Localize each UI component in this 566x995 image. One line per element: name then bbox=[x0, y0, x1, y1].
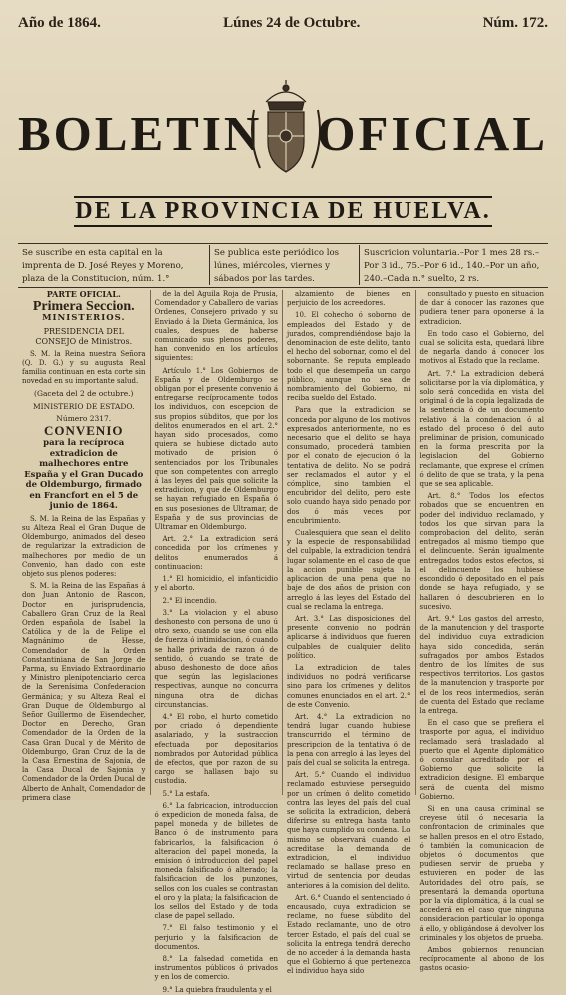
masthead-subtitle bbox=[8, 196, 558, 227]
paragraph: En el caso que se prefiera el trasporte por agua, el individuo reclamado será trasladado al puerto que el Agente diplomático ó consular acreditado por el Gobierno que solicite la extradicion designe. El embarque será de cuenta del mismo Gobierno. bbox=[419, 719, 544, 801]
royal-crest-icon bbox=[246, 80, 326, 180]
header-rule-top bbox=[18, 243, 548, 244]
paragraph: Artículo 1.° Los Gobiernos de España y de Oldemburgo se obligan por el presente convenio á entregarse recíprocamente todos los individuos, con escepcion de sus propios súbditos, que por los delitos enumerados en el art. 2.° hayan sido procesados, como quiera se hubiese dictado auto motivado de prision ó sentenciados por los Tribunales que son competentes con arreglo á las leyes del país que solicite la extradicion, y que de Oldemburgo se hayan refugiado en España ó en sus posesiones de Ultramar, de España y de sus provincias de Ultramar en Oldemburgo. bbox=[154, 366, 278, 532]
paragraph: Ambos gobiernos renuncian recíprocamente al abono de los gastos ocasio- bbox=[419, 946, 544, 973]
column-2 bbox=[151, 290, 284, 994]
paragraph: Art. 2.° La extradicion será concedida por los crímenes y delitos enumerados á continuacion: bbox=[154, 535, 278, 571]
paragraph: Art. 4.° La extradicion no tendrá lugar cuando hubiese transcurrido el término de prescripcion de la tentativa ó de la pena con arreglo á las leyes del país del cual se solicita la entrega. bbox=[287, 712, 411, 767]
document-number: Número 2317. bbox=[56, 413, 112, 423]
header-rule-bottom bbox=[18, 287, 548, 288]
publication-info bbox=[18, 245, 548, 285]
issue-year: Año de 1864. bbox=[18, 15, 101, 31]
list-item: 2.° El incendio. bbox=[162, 596, 217, 605]
list-item: 3.° La violacion y el abuso deshonesto con persona de uno ú otro sexo, cuando se use con ella de fuerza ó intimidacion, ó cuando se halle privada de razon ó de sentido, ó cuando se trate de abuso deshonesto de doce años que según las legislaciones respectivas, aunque no concurra ninguna otra de dichas circunstancias. bbox=[154, 608, 278, 709]
ministerios-heading: MINISTERIOS. bbox=[42, 313, 126, 324]
paragraph: Art. 9.° Los gastos del arresto, de la manutencion y del trasporte del individuo cuya extradicion haya sido concedida, serán sufragados por ambos Estados dentro de los límites de sus respectivos territorios. Los gastos de la manutencion y trasporte por el de los reos intermedios, serán de cuenta del Estado que reclame la entrega. bbox=[419, 614, 544, 715]
list-item: 1.° El homicidio, el infanticidio y el aborto. bbox=[154, 575, 278, 593]
province-name: DE LA PROVINCIA DE HUELVA. bbox=[74, 196, 491, 227]
paragraph: S. M. la Reina de las Españas y su Alteza Real el Gran Duque de Oldemburgo, animados del deseo de regularizar la extradicion de malhechores por medio de un Convenio, han dado con este objeto sus plenos poderes: bbox=[22, 514, 146, 578]
paragraph: S. M. la Reina nuestra Señora (Q. D. G.) y su augusta Real familia continuan en esta corte sin novedad en su importante salud. bbox=[22, 349, 146, 386]
list-item: 7.° El falso testimonio y el perjurio y la falsificacion de documentos. bbox=[154, 924, 278, 951]
paragraph: Art. 3.° Las disposiciones del presente convenio no podrán aplicarse á individuos que fueren culpables de cualquier delito político. bbox=[287, 614, 411, 660]
convenio-heading: CONVENIO bbox=[43, 423, 124, 439]
paragraph: 10. El cohecho ó soborno de empleados del Estado y de jurados, comprendiéndose bajo la denominacion de este delito, tanto el hecho del sobornar, como el del sobornante. Se reputa empleado todo el que desempeña un cargo público, aunque no sea de nombramiento del Gobierno, ni reciba sueldo del Estado. bbox=[287, 311, 411, 403]
paragraph: consultado y puesto en situacion de dar á conocer las razones que pudiera tener para oponerse á la extradicion. bbox=[419, 290, 544, 326]
list-item: 4.° El robo, el hurto cometido por criado ó dependiente asalariado, y la sustraccion efectuada por depositarios nombrados por Autoridad pública de efectos, que por razon de su cargo se hallasen bajo su custodia. bbox=[154, 712, 278, 786]
paragraph: Art. 6.° Cuando el sentenciado ó encausado, cuya extradicion se reclame, no fuese súbdito del Estado reclamante, uno de otro tercer Estado, el país del cual se solicita la entrega tendrá derecho de no acceder á la demanda hasta que el Gobierno á que pertenezca el individuo haya sido bbox=[287, 893, 411, 976]
info-price: Suscricion voluntaria.–Por 1 mes 28 rs.–Por 3 id., 75.–Por 6 id., 140.–Por un año, 240.–Cada n.° suelto, 2 rs. bbox=[364, 248, 540, 284]
info-publication-days: Se publica este periódico los lúnes, miércoles, viernes y sábados por las tardes. bbox=[210, 245, 360, 285]
ministerio-estado-heading: MINISTERIO DE ESTADO. bbox=[32, 401, 135, 411]
list-item: 6.° La fabricacion, introduccion ó expedicion de moneda falsa, de papel moneda y de billetes de Banco ó de instrumento para fabricarlos, la falsificacion ó alteracion del papel moneda, la emision ó introduccion del papel moneda falsificado ó alterado; la falsificacion de los punzones, sellos con los cuales se contrastan el oro y la plata; la falsificacion de los sellos del Estado y de toda clase de papel sellado. bbox=[154, 801, 278, 921]
paragraph: Cualesquiera que sean el delito y la especie de responsabilidad del culpable, la extradicion tendrá lugar solamente en el caso de que la accion punible sujeta la aplicacion de una pena que no baje de dos años de prision con arreglo á las leyes del Estado del cual se reclama la entrega. bbox=[287, 529, 411, 611]
column-1 bbox=[18, 289, 151, 802]
section-parte-oficial: PARTE OFICIAL. bbox=[46, 289, 121, 299]
paragraph: En todo caso el Gobierno, del cual se solicita esta, quedará libre de negarla dando á conocer los motivos al Estado que la reclame. bbox=[419, 329, 544, 366]
paragraph: de la del Aguila Roja de Prusia, Comendador y Caballero de varias Ordenes, Consejero privado y su Enviado á la Dieta Germánica, los cuales, despues de haberse comunicado sus plenos poderes, han convenido en los artículos siguientes: bbox=[154, 290, 278, 363]
presidencia-heading: PRESIDENCIA DEL CONSEJO de Ministros. bbox=[35, 326, 133, 346]
info-subscription: Se suscribe en esta capital en la imprenta de D. José Reyes y Moreno, plaza de la Constitucion, núm. 1.° bbox=[18, 245, 210, 285]
paragraph: Para que la extradicion se conceda por alguno de los motivos expresados anteriormente, no es necesario que el delito se haya consumado, procederá tambien por el conato de ejecucion ó la tentativa de delito. No se podrá ser reclamados el autor y el cómplice, sino tambien el encubridor del delito, pero este solo cuando haya sido penado por dos ó más veces por encubrimiento. bbox=[287, 406, 411, 525]
issue-date: Lúnes 24 de Octubre. bbox=[223, 15, 361, 31]
gaceta-note: (Gaceta del 2 de octubre.) bbox=[34, 389, 134, 399]
paragraph: Art. 7.° La extradicion deberá solicitarse por la vía diplomática, y solo será concedida en vista del original ó de la copia legalizada de la sentencia ó de un documento relativo á la condenacion ó al estado del proceso ó del auto preliminar de prision, comunicado en la forma prescrita por la legislacion del Gobierno reclamante, que exprese el crímen ó delito de que se trata, y la pena que se sea aplicable. bbox=[419, 369, 544, 489]
convenio-description: para la recíproca extradicion de malhechores entre España y el Gran Ducado de Oldemburgo, firmado en Francfort en el 5 de junio de 1864. bbox=[24, 438, 144, 512]
list-item: 9.° La quiebra fraudulenta y el bbox=[162, 985, 272, 994]
article-columns bbox=[18, 289, 548, 994]
paragraph: La extradicion de tales individuos no podrá verificarse sino para los crímenes y delitos comunes enunciados en el art. 2.° de este Convenio. bbox=[287, 663, 411, 709]
paragraph: Art. 8.° Todos los efectos robados que se encuentren en poder del individuo reclamado, y todos los que sirvan para la comprobacion del delito, serán entregados al mismo tiempo que el delincuente. Serán igualmente entregados todos estos efectos, si el delincuente los hubiese escondido ó depositado en el país donde se haya refugiado, y se hallaren ó descubrieren en lo sucesivo. bbox=[419, 492, 544, 611]
section-heading: Primera Seccion. bbox=[32, 299, 135, 315]
masthead-topline bbox=[18, 15, 548, 35]
paragraph: Si en una causa criminal se creyese útil ó necesaria la confrontacion de criminales que se hallen presos en el otro Estado, ó también la comunicacion de objetos ó documentos que pudiesen servir de prueba y estuvieren en poder de las Autoridades del otro país, se presentará la demanda oportuna por la vía diplomática, á la cual se accederá en el caso que ninguna consideracion particular lo oponga á ello, y obligándose á devolver los criminales y los objetos de prueba. bbox=[419, 804, 544, 942]
column-4 bbox=[416, 290, 549, 973]
title-boletin: BOLETIN bbox=[18, 106, 263, 161]
paragraph: Art. 5.° Cuando el individuo reclamado estuviese perseguido por un crímen ó delito cometido contra las leyes del país del cual se solicita la extradicion, deberá diferirse su entrega hasta tanto que haya cumplido su condena. Lo mismo se observará cuando el acreditase la demanda de extradicion, el individuo reclamado se hallase preso en virtud de sentencia por deudas anteriores á la comision del delito. bbox=[287, 771, 411, 890]
masthead-title bbox=[18, 105, 548, 185]
list-item: 5.° La estafa. bbox=[162, 789, 210, 798]
list-item: 8.° La falsedad cometida en instrumentos públicos ó privados y en los de comercio. bbox=[154, 955, 278, 982]
issue-number: Núm. 172. bbox=[482, 15, 548, 31]
column-3 bbox=[283, 290, 416, 976]
paragraph: alzamiento de bienes en perjuicio de los acreedores. bbox=[287, 290, 411, 308]
title-oficial: OFICIAL bbox=[317, 106, 548, 161]
paragraph: S. M. la Reina de las Españas á don Juan Antonio de Rascon, Doctor en jurisprudencia, Caballero Gran Cruz de la Real Orden española de Isabel la Católica y de la de Felipe el Magnánimo de Hesse, Comendador de la Orden Constantiniana de San Jorge de Parma, su Enviado Extraordinario y Ministro plenipotenciario cerca de la Serenísima Confederacion Germánica; y su Alteza Real el Gran Duque de Oldemburgo al Señor Guillermo de Eisendecher, Doctor en Derecho, Gran Comendador de la Orden de la Casa Gran Ducal y de Mérito de Oldemburgo, Gran Cruz de la de la Casa Ernestina de Sajonia, de la Casa Ducal de Sajonia y Comendador de la Orden Ducal de Alberto de Anhalt, Comendador de primera clase bbox=[22, 582, 146, 802]
